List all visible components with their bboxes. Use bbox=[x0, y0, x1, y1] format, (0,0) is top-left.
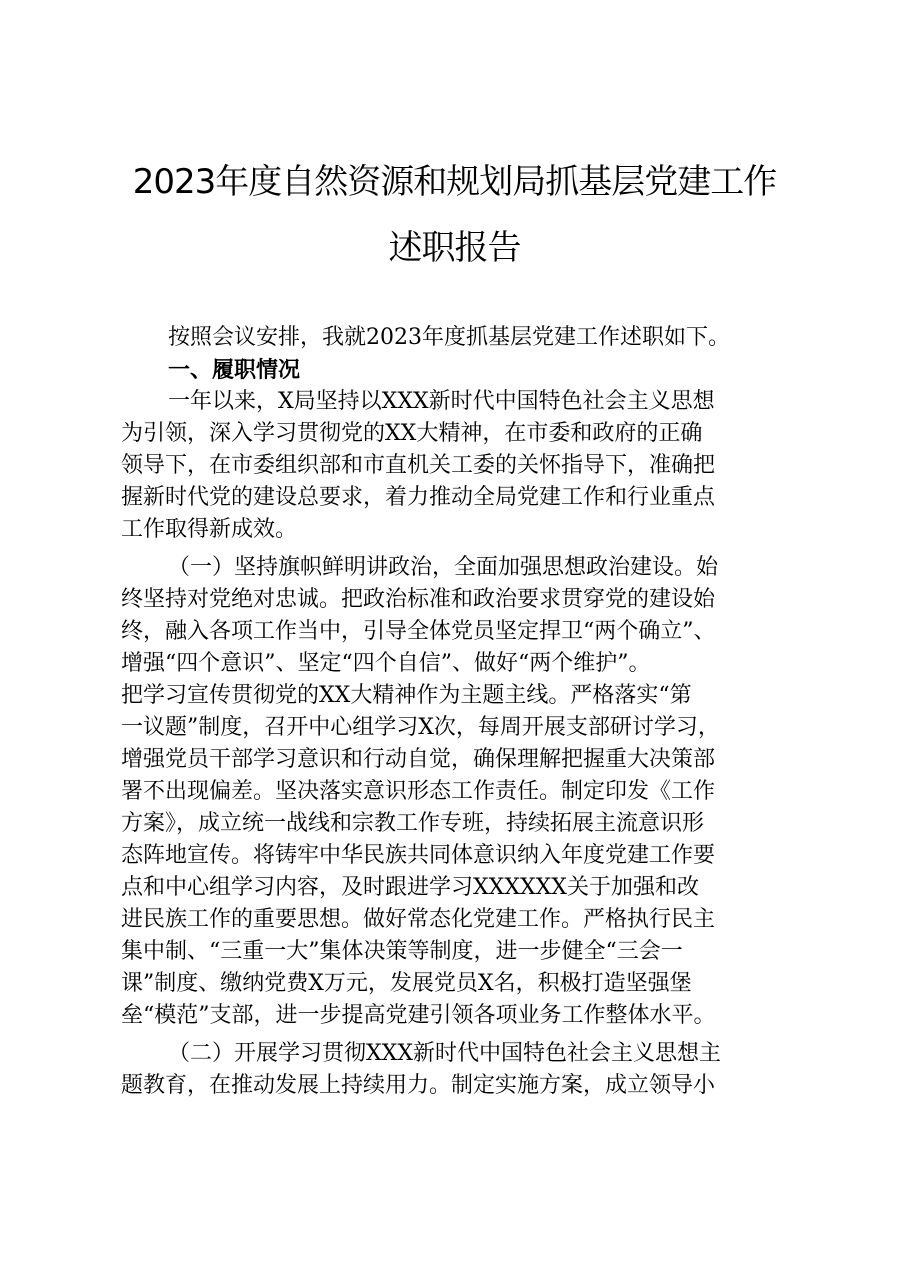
paragraph-line: 集中制、“三重一大”集体决策等制度，进一步健全“三会一 bbox=[121, 939, 683, 964]
paragraph-line: 终，融入各项工作当中，引导全体党员坚定捍卫“两个确立”、 bbox=[121, 619, 716, 644]
paragraph-line: 课”制度、缴纳党费X万元，发展党员X名，积极打造坚强堡 bbox=[121, 971, 692, 996]
paragraph-line: 署不出现偏差。坚决落实意识形态工作责任。制定印发《工作 bbox=[121, 779, 716, 804]
document-body bbox=[121, 322, 807, 1098]
paragraph-line: 为引领，深入学习贯彻党的XX大精神，在市委和政府的正确 bbox=[121, 421, 703, 446]
paragraph-line: 进民族工作的重要思想。做好常态化党建工作。严格执行民主 bbox=[121, 907, 716, 932]
paragraph-line: 点和中心组学习内容，及时跟进学习XXXXXX关于加强和改 bbox=[121, 875, 699, 900]
paragraph-line: 题教育，在推动发展上持续用力。制定实施方案，成立领导小 bbox=[121, 1073, 716, 1098]
paragraph-line: 把学习宣传贯彻党的XX大精神作为主题主线。严格落实“第 bbox=[121, 683, 692, 708]
intro-paragraph: 按照会议安排，我就2023年度抓基层党建工作述职如下。 bbox=[168, 325, 730, 350]
paragraph-line: 一议题”制度，召开中心组学习X次，每周开展支部研讨学习， bbox=[121, 715, 720, 740]
paragraph-line: 一年以来，X局坚持以XXX新时代中国特色社会主义思想 bbox=[168, 389, 715, 414]
paragraph-line: 终坚持对党绝对忠诚。把政治标准和政治要求贯穿党的建设始 bbox=[121, 587, 716, 612]
paragraph-line: 垒“模范”支部，进一步提高党建引领各项业务工作整体水平。 bbox=[121, 1003, 716, 1028]
paragraph-line: 领导下，在市委组织部和市直机关工委的关怀指导下，准确把 bbox=[121, 453, 716, 478]
section-heading: 一、履职情况 bbox=[168, 357, 301, 383]
paragraph-line: 增强“四个意识”、坚定“四个自信”、做好“两个维护”。 bbox=[121, 651, 651, 676]
document-title-line-2: 述职报告 bbox=[388, 228, 521, 268]
paragraph-line: 增强党员干部学习意识和行动自觉，确保理解把握重大决策部 bbox=[121, 747, 716, 772]
paragraph-line: 方案》，成立统一战线和宗教工作专班，持续拓展主流意识形 bbox=[121, 811, 705, 836]
paragraph-line: 态阵地宣传。将铸牢中华民族共同体意识纳入年度党建工作要 bbox=[121, 843, 716, 868]
subsection-paragraph-line: （二）开展学习贯彻XXX新时代中国特色社会主义思想主 bbox=[168, 1041, 721, 1066]
paragraph-line: 握新时代党的建设总要求，着力推动全局党建工作和行业重点 bbox=[121, 485, 716, 510]
subsection-paragraph-line: （一）坚持旗帜鲜明讲政治，全面加强思想政治建设。始 bbox=[168, 555, 719, 580]
paragraph-line: 工作取得新成效。 bbox=[121, 517, 298, 542]
document-title-line-1: 2023年度自然资源和规划局抓基层党建工作 bbox=[132, 162, 777, 202]
